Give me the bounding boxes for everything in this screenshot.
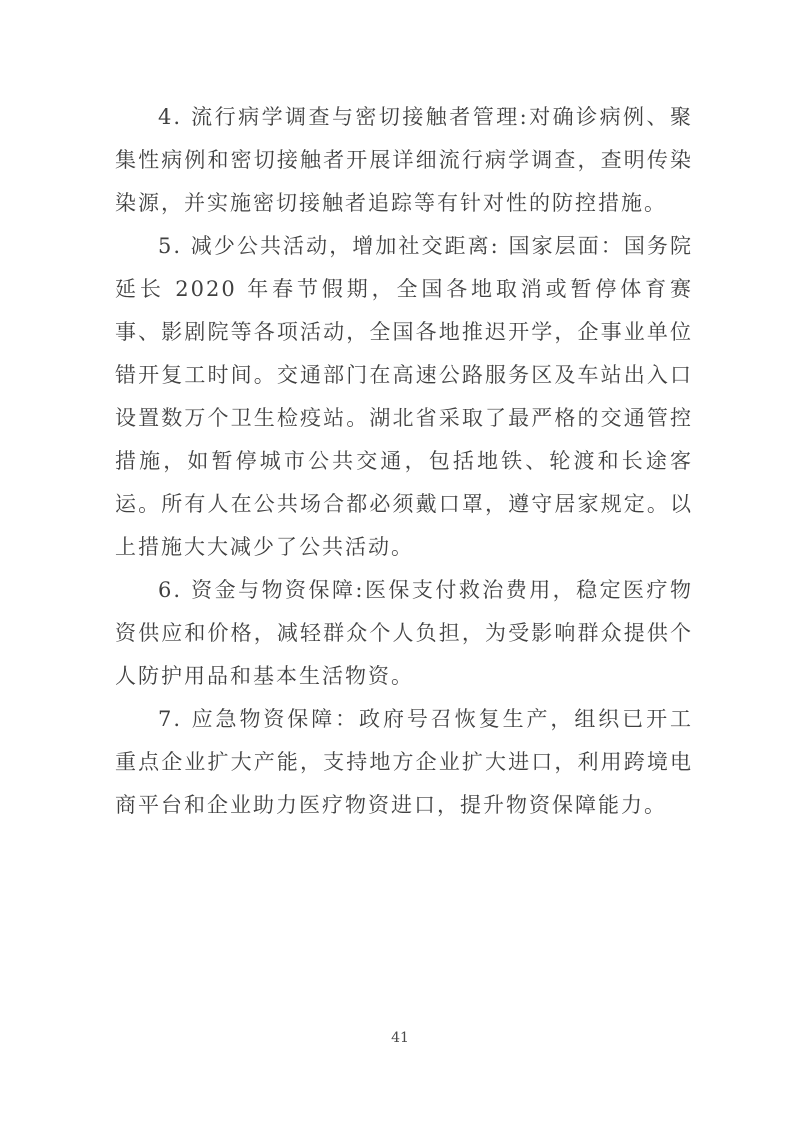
page-number: 41	[391, 1030, 409, 1046]
paragraph-item-4: 4. 流行病学调查与密切接触者管理:对确诊病例、聚集性病例和密切接触者开展详细流行病学调查，查明传染染源，并实施密切接触者追踪等有针对性的防控措施。	[115, 105, 693, 215]
paragraph-item-7: 7. 应急物资保障：政府号召恢复生产，组织已开工重点企业扩大产能，支持地方企业扩大进口，利用跨境电商平台和企业助力医疗物资进口，提升物资保障能力。	[115, 707, 693, 817]
paragraph-item-6: 6. 资金与物资保障:医保支付救治费用，稳定医疗物资供应和价格，减轻群众个人负担，为受影响群众提供个人防护用品和基本生活物资。	[115, 578, 693, 688]
document-body	[115, 96, 693, 827]
paragraph-item-5: 5. 减少公共活动，增加社交距离: 国家层面：国务院延长 2020 年春节假期，全国各地取消或暂停体育赛事、影剧院等各项活动，全国各地推迟开学，企事业单位错开复工时间。交通部门在高速公路服务区及车站出入口设置数万个卫生检疫站。湖北省采取了最严格的交通管控措施，如暂停城市公共交通，包括地铁、轮渡和长途客运。所有人在公共场合都必须戴口罩，遵守居家规定。以上措施大大减少了公共活动。	[115, 234, 693, 559]
